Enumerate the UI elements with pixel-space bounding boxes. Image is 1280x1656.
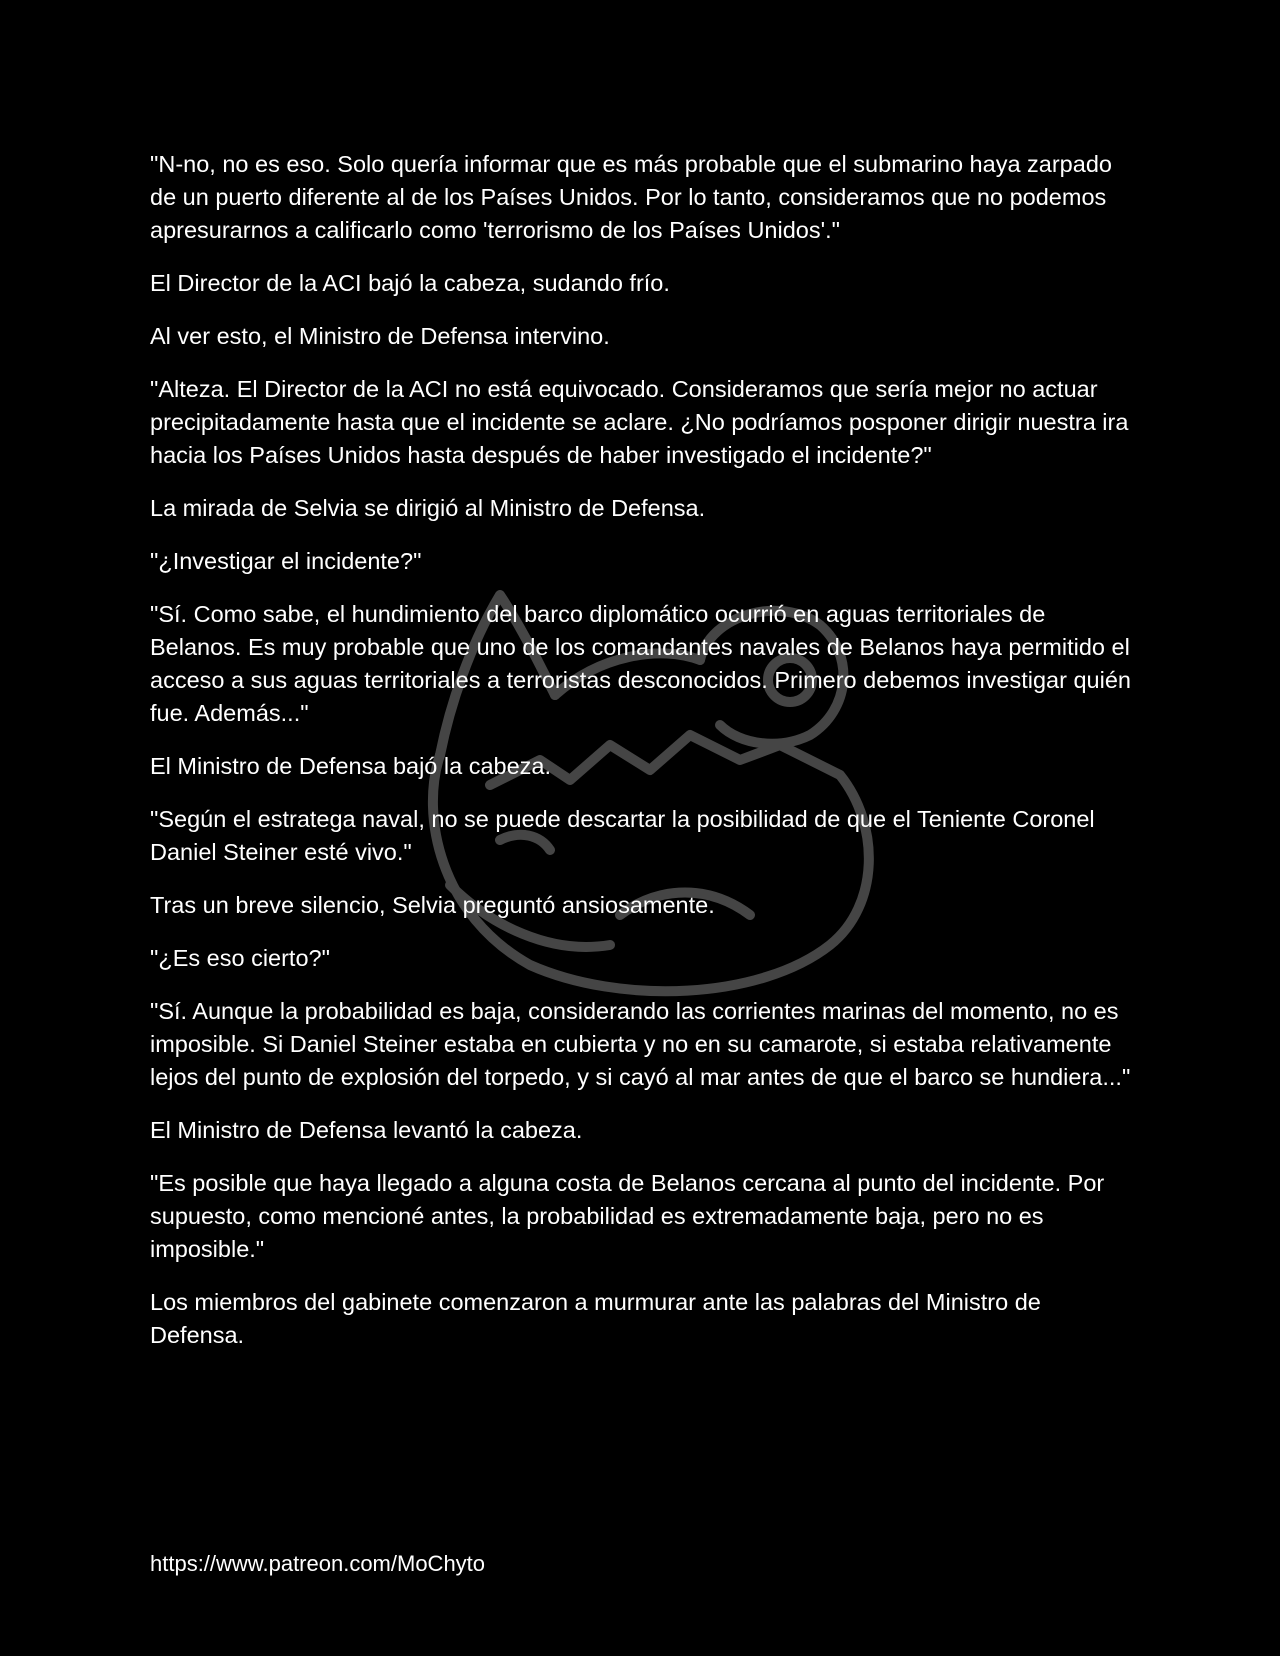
paragraph: "Sí. Como sabe, el hundimiento del barco diplomático ocurrió en aguas territoriales de Belanos. Es muy probable que uno de los comandantes navales de Belanos haya permitido el acceso a sus aguas territoriales a terroristas desconocidos. Primero debemos investigar quién fue. Además..." bbox=[150, 601, 1131, 726]
story-text bbox=[150, 148, 1140, 1372]
paragraph: "Es posible que haya llegado a alguna costa de Belanos cercana al punto del incidente. Por supuesto, como mencioné antes, la probabilidad es extremadamente baja, pero no es imposible." bbox=[150, 1170, 1105, 1262]
paragraph: "N-no, no es eso. Solo quería informar que es más probable que el submarino haya zarpado de un puerto diferente al de los Países Unidos. Por lo tanto, consideramos que no podemos apresurarnos a calificarlo como 'terrorismo de los Países Unidos'." bbox=[150, 151, 1112, 243]
paragraph: "Alteza. El Director de la ACI no está equivocado. Consideramos que sería mejor no actuar precipitadamente hasta que el incidente se aclare. ¿No podríamos posponer dirigir nuestra ira hacia los Países Unidos hasta después de haber investigado el incidente?" bbox=[150, 376, 1129, 468]
paragraph: El Director de la ACI bajó la cabeza, sudando frío. bbox=[150, 270, 670, 296]
paragraph: Al ver esto, el Ministro de Defensa intervino. bbox=[150, 323, 610, 349]
paragraph: "¿Es eso cierto?" bbox=[150, 945, 330, 971]
paragraph: La mirada de Selvia se dirigió al Ministro de Defensa. bbox=[150, 495, 706, 521]
paragraph: El Ministro de Defensa bajó la cabeza. bbox=[150, 753, 552, 779]
paragraph: Tras un breve silencio, Selvia preguntó ansiosamente. bbox=[150, 892, 715, 918]
paragraph: Los miembros del gabinete comenzaron a murmurar ante las palabras del Ministro de Defensa. bbox=[150, 1289, 1041, 1348]
paragraph: "¿Investigar el incidente?" bbox=[150, 548, 422, 574]
paragraph: "Según el estratega naval, no se puede descartar la posibilidad de que el Teniente Coronel Daniel Steiner esté vivo." bbox=[150, 806, 1095, 865]
paragraph: El Ministro de Defensa levantó la cabeza. bbox=[150, 1117, 583, 1143]
paragraph: "Sí. Aunque la probabilidad es baja, considerando las corrientes marinas del momento, no es imposible. Si Daniel Steiner estaba en cubierta y no en su camarote, si estaba relativamente lejos del punto de explosión del torpedo, y si cayó al mar antes de que el barco se hundiera..." bbox=[150, 998, 1131, 1090]
patreon-link[interactable]: https://www.patreon.com/MoChyto bbox=[150, 1551, 486, 1576]
